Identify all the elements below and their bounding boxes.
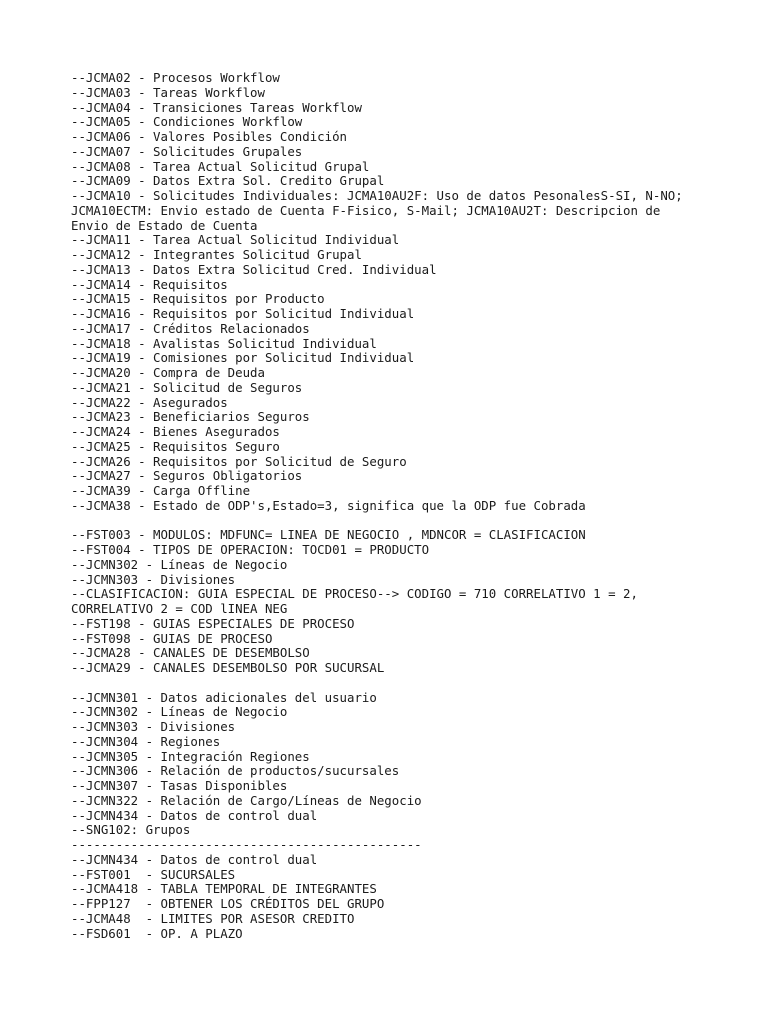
text-line: --JCMN305 - Integración Regiones — [71, 748, 310, 764]
text-line: --JCMN303 - Divisiones — [71, 719, 236, 734]
text-line: --JCMA26 - Requisitos por Solicitud de Seguro — [71, 453, 407, 469]
text-line: --JCMA20 - Compra de Deuda — [71, 365, 265, 380]
text-line: --JCMA03 - Tareas Workflow — [71, 84, 265, 100]
text-line: --JCMN434 - Datos de control dual — [71, 807, 318, 823]
text-line: --JCMA17 - Créditos Relacionados — [71, 320, 310, 336]
text-line: JCMA10ECTM: Envio estado de Cuenta F-Fisico, S-Mail; JCMA10AU2T: Descripcion de — [71, 202, 661, 218]
text-line: --JCMA15 - Requisitos por Producto — [71, 291, 325, 307]
text-line: --JCMA418 - TABLA TEMPORAL DE INTEGRANTES — [71, 881, 377, 897]
text-line: --JCMA13 - Datos Extra Solicitud Cred. Individual — [71, 261, 437, 277]
text-block-jcma-tables — [71, 71, 711, 514]
text-line: --JCMN322 - Relación de Cargo/Líneas de Negocio — [71, 792, 422, 808]
text-line: --JCMA10 - Solicitudes Individuales: JCMA10AU2F: Uso de datos PesonalesS-SI, N-NO; — [71, 188, 683, 203]
text-line: --JCMA07 - Solicitudes Grupales — [71, 143, 303, 159]
text-line: --FPP127 - OBTENER LOS CRÉDITOS DEL GRUPO — [71, 896, 385, 911]
text-line: --FST198 - GUIAS ESPECIALES DE PROCESO — [71, 615, 355, 631]
blank-line — [71, 676, 711, 691]
text-line: --JCMA48 - LIMITES POR ASESOR CREDITO — [71, 910, 355, 926]
text-line: --JCMN302 - Líneas de Negocio — [71, 704, 288, 720]
text-line: --JCMA04 - Transiciones Tareas Workflow — [71, 99, 362, 115]
text-line: Envio de Estado de Cuenta — [71, 217, 258, 233]
text-line: --JCMA05 - Condiciones Workflow — [71, 114, 303, 130]
text-line: --JCMA39 - Carga Offline — [71, 483, 251, 498]
text-line: --JCMA22 - Asegurados — [71, 394, 228, 410]
text-line: --JCMN434 - Datos de control dual — [71, 851, 318, 867]
text-line: --JCMN306 - Relación de productos/sucursales — [71, 763, 400, 779]
text-line: --JCMA28 - CANALES DE DESEMBOLSO — [71, 645, 310, 661]
text-line: CORRELATIVO 2 = COD lINEA NEG — [71, 601, 288, 616]
text-line: --JCMA11 - Tarea Actual Solicitud Individual — [71, 232, 400, 248]
text-line: --JCMA25 - Requisitos Seguro — [71, 438, 280, 454]
text-line: --FSD601 - OP. A PLAZO — [71, 925, 243, 941]
text-line: --FST001 - SUCURSALES — [71, 866, 236, 882]
text-line: --JCMA09 - Datos Extra Sol. Credito Grupal — [71, 173, 385, 189]
blank-line — [71, 514, 711, 529]
text-line: --SNG102: Grupos — [71, 822, 191, 838]
text-line: --JCMN303 - Divisiones — [71, 571, 236, 587]
separator-line: ----------------------------------------------- — [71, 837, 422, 852]
text-line: --JCMN301 - Datos adicionales del usuario — [71, 689, 377, 705]
text-block-jcmn-tables — [71, 691, 711, 942]
text-line: --FST003 - MODULOS: MDFUNC= LINEA DE NEGOCIO , MDNCOR = CLASIFICACION — [71, 527, 586, 543]
text-line: --JCMA27 - Seguros Obligatorios — [71, 468, 303, 484]
text-line: --JCMA24 - Bienes Asegurados — [71, 424, 280, 439]
text-line: --JCMA18 - Avalistas Solicitud Individual — [71, 335, 377, 351]
text-line: --JCMA21 - Solicitud de Seguros — [71, 379, 303, 395]
text-line: --JCMA14 - Requisitos — [71, 276, 228, 292]
document-page — [71, 71, 711, 941]
text-line: --JCMA02 - Procesos Workflow — [71, 70, 280, 85]
text-line: --FST004 - TIPOS DE OPERACION: TOCD01 = PRODUCTO — [71, 542, 430, 557]
text-line: --JCMA16 - Requisitos por Solicitud Individual — [71, 306, 415, 321]
text-line: --JCMN307 - Tasas Disponibles — [71, 778, 288, 793]
text-line: --JCMA08 - Tarea Actual Solicitud Grupal — [71, 158, 370, 174]
text-line: --JCMN302 - Líneas de Negocio — [71, 556, 288, 572]
text-line: --JCMA29 - CANALES DESEMBOLSO POR SUCURSAL — [71, 660, 385, 675]
text-line: --JCMA23 - Beneficiarios Seguros — [71, 409, 310, 425]
text-block-modulos — [71, 528, 711, 676]
text-line: --JCMA19 - Comisiones por Solicitud Individual — [71, 350, 415, 366]
text-line: --JCMA38 - Estado de ODP's,Estado=3, significa que la ODP fue Cobrada — [71, 497, 586, 513]
text-line: --JCMN304 - Regiones — [71, 733, 221, 749]
text-line: --CLASIFICACION: GUIA ESPECIAL DE PROCESO--> CODIGO = 710 CORRELATIVO 1 = 2, — [71, 586, 638, 602]
text-line: --JCMA06 - Valores Posibles Condición — [71, 129, 348, 144]
text-line: --FST098 - GUIAS DE PROCESO — [71, 630, 273, 646]
text-line: --JCMA12 - Integrantes Solicitud Grupal — [71, 247, 362, 262]
